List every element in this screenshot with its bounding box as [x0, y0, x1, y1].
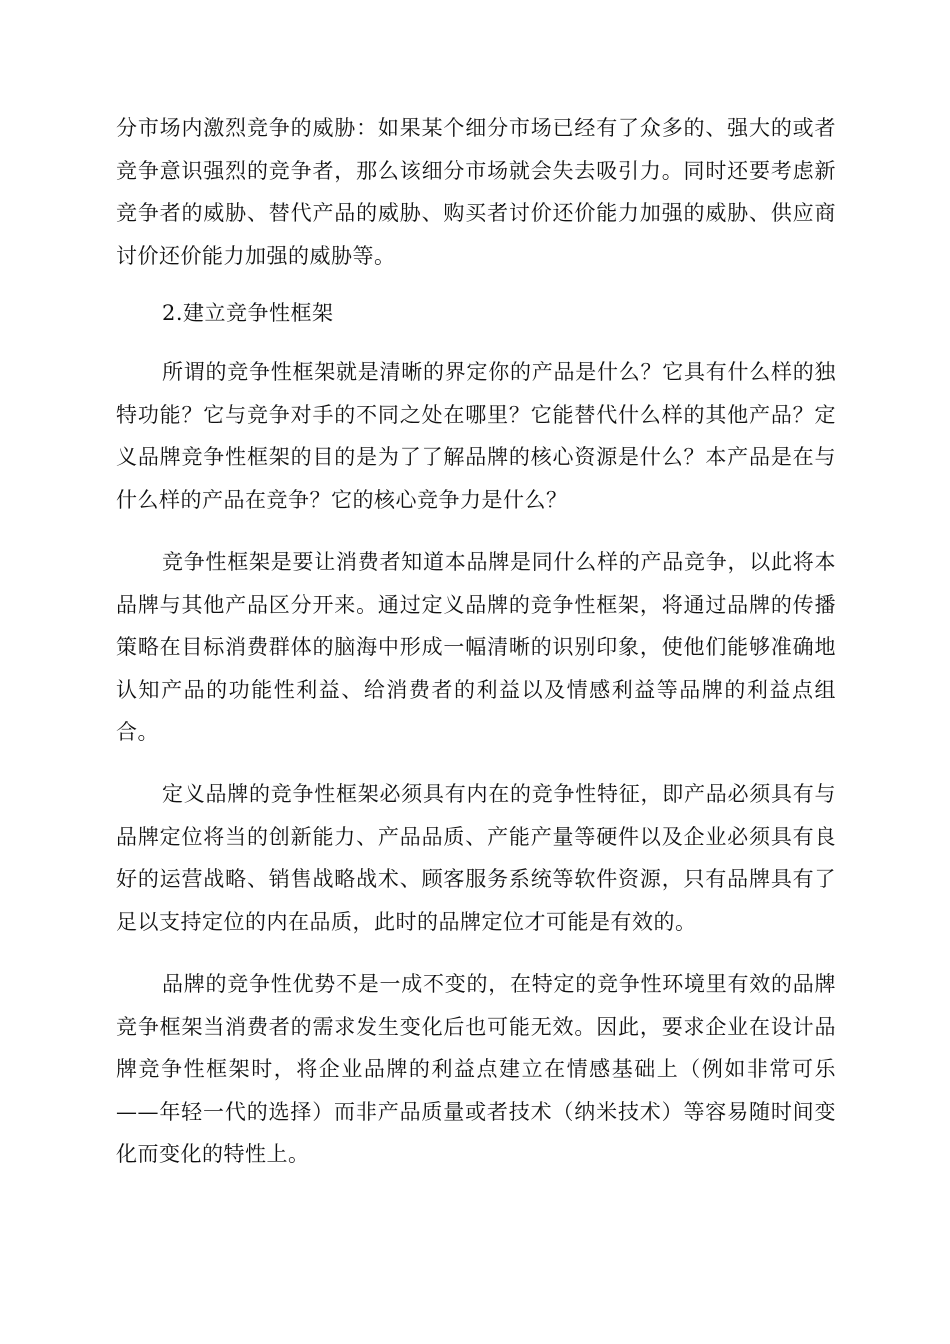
- paragraph-competition-threats: 分市场内激烈竞争的威胁：如果某个细分市场已经有了众多的、强大的或者竞争意识强烈的竞争者，那么该细分市场就会失去吸引力。同时还要考虑新竞争者的威胁、替代产品的威胁、购买者讨价还价能力加强的威胁、供应商讨价还价能力加强的威胁等。: [116, 116, 836, 268]
- paragraph-framework-purpose: 竞争性框架是要让消费者知道本品牌是同什么样的产品竞争，以此将本品牌与其他产品区分开来。通过定义品牌的竞争性框架，将通过品牌的传播策略在目标消费群体的脑海中形成一幅清晰的识别印象，使他们能够准确地认知产品的功能性利益、给消费者的利益以及情感利益等品牌的利益点组合。: [116, 550, 836, 744]
- paragraph-framework-definition: 所谓的竞争性框架就是清晰的界定你的产品是什么？它具有什么样的独特功能？它与竞争对手的不同之处在哪里？它能替代什么样的其他产品？定义品牌竞争性框架的目的是为了了解品牌的核心资源是什么？本产品是在与什么样的产品在竞争？它的核心竞争力是什么？: [116, 360, 836, 512]
- section-heading: 2.建立竞争性框架: [162, 301, 334, 325]
- paragraph-internal-features: 定义品牌的竞争性框架必须具有内在的竞争性特征，即产品必须具有与品牌定位将当的创新能力、产品品质、产能产量等硬件以及企业必须具有良好的运营战略、销售战略战术、顾客服务系统等软件资源，只有品牌具有了足以支持定位的内在品质，此时的品牌定位才可能是有效的。: [116, 782, 836, 934]
- paragraph-advantage-change: 品牌的竞争性优势不是一成不变的，在特定的竞争性环境里有效的品牌竞争框架当消费者的需求发生变化后也可能无效。因此，要求企业在设计品牌竞争性框架时，将企业品牌的利益点建立在情感基础上（例如非常可乐——年轻一代的选择）而非产品质量或者技术（纳米技术）等容易随时间变化而变化的特性上。: [116, 972, 836, 1166]
